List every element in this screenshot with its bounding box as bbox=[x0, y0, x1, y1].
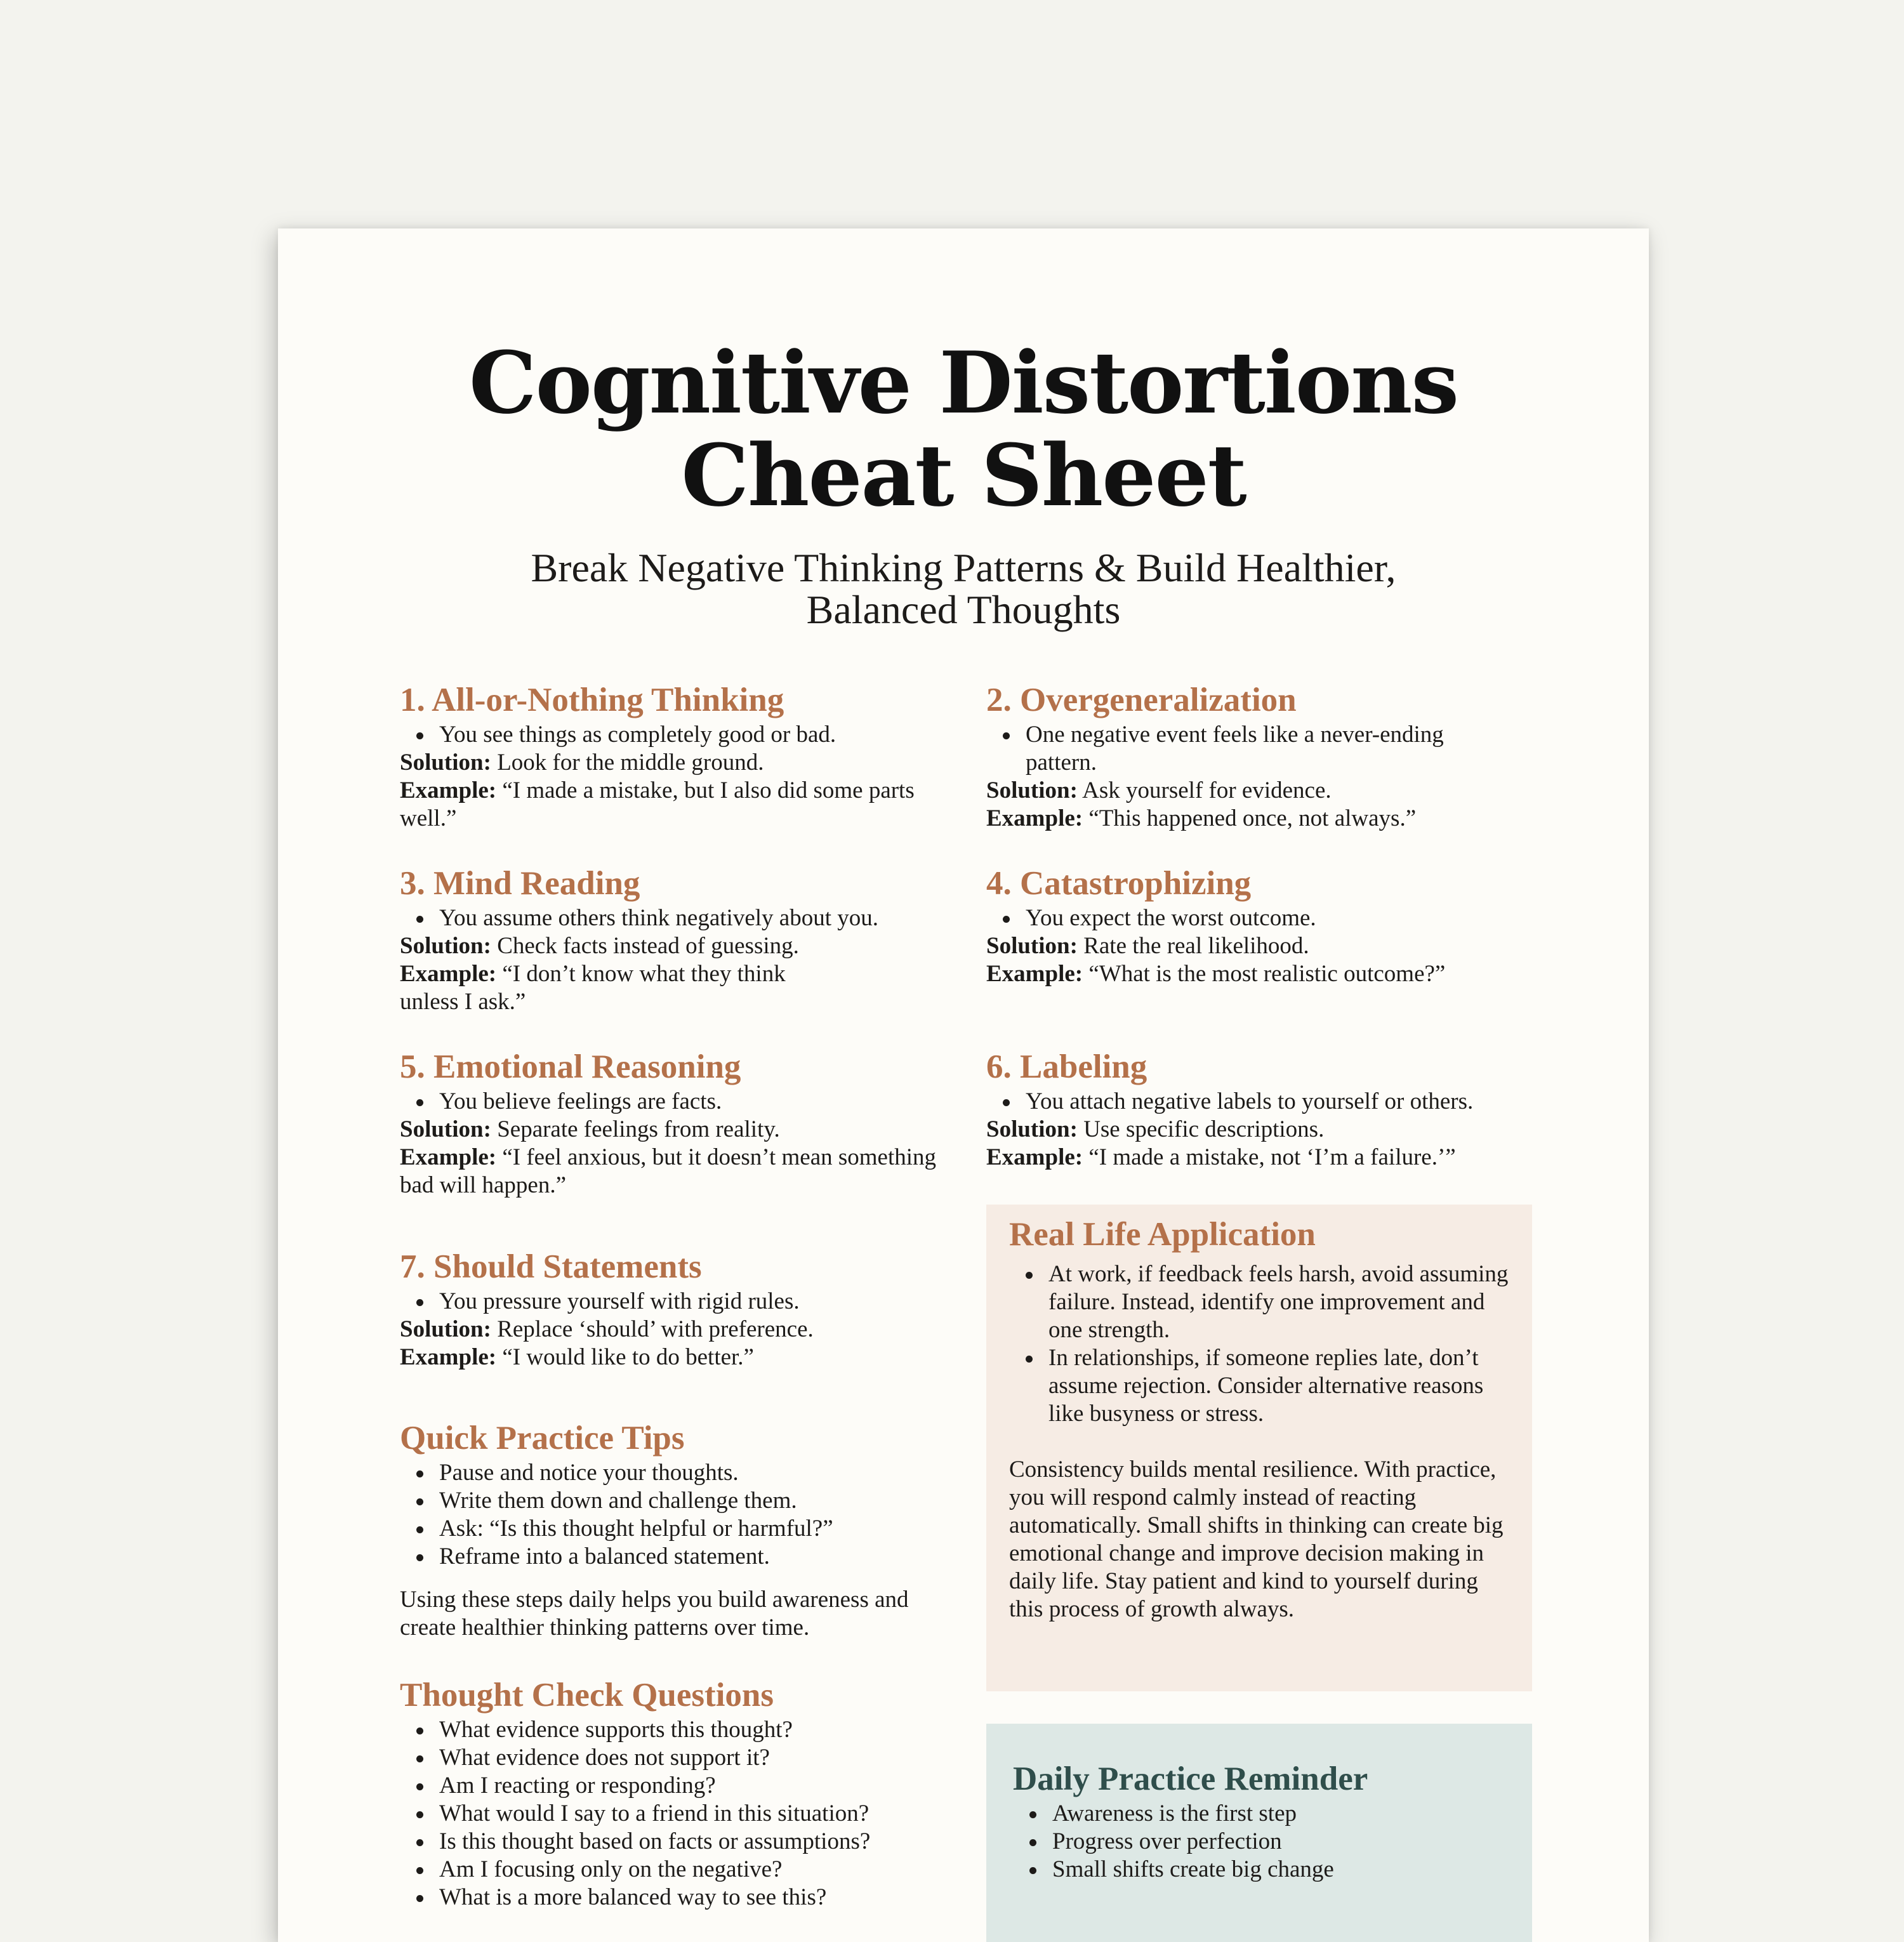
solution-text: Ask yourself for evidence. bbox=[1082, 777, 1332, 803]
distortion-heading: 4. Catastrophizing bbox=[986, 865, 1252, 902]
example-label: Example: bbox=[400, 1344, 497, 1370]
list-item: Pause and notice your thoughts. bbox=[439, 1459, 958, 1487]
example-line bbox=[400, 960, 844, 1016]
list-item: What evidence does not support it? bbox=[439, 1744, 958, 1772]
tips-paragraph: Using these steps daily helps you build awareness and create healthier thinking patterns over time. bbox=[400, 1587, 909, 1641]
example-line bbox=[986, 1144, 1532, 1172]
example-label: Example: bbox=[400, 961, 497, 987]
solution-label: Solution: bbox=[986, 933, 1078, 959]
distortion-labeling bbox=[986, 1047, 1532, 1172]
tips-list bbox=[400, 1459, 958, 1571]
example-label: Example: bbox=[986, 1144, 1083, 1170]
list-item: You attach negative labels to yourself or others. bbox=[1026, 1088, 1532, 1116]
solution-label: Solution: bbox=[986, 777, 1078, 803]
list-item: Am I reacting or responding? bbox=[439, 1772, 958, 1800]
solution-line bbox=[986, 1116, 1532, 1144]
distortion-heading: 6. Labeling bbox=[986, 1048, 1147, 1085]
example-text: “I made a mistake, not ‘I’m a failure.’” bbox=[1088, 1144, 1456, 1170]
solution-label: Solution: bbox=[400, 750, 491, 776]
subtitle-line-1: Break Negative Thinking Patterns & Build Healthier, bbox=[531, 545, 1396, 590]
distortion-heading: 7. Should Statements bbox=[400, 1248, 702, 1285]
page-title bbox=[278, 333, 1649, 525]
list-item: What evidence supports this thought? bbox=[439, 1716, 958, 1744]
quick-practice-tips bbox=[400, 1418, 958, 1642]
reminder-list bbox=[1013, 1800, 1514, 1884]
distortion-heading: 1. All-or-Nothing Thinking bbox=[400, 682, 784, 718]
solution-text: Use specific descriptions. bbox=[1083, 1116, 1325, 1142]
distortion-bullets bbox=[986, 721, 1532, 777]
solution-text: Rate the real likelihood. bbox=[1083, 933, 1309, 959]
example-text: “I would like to do better.” bbox=[502, 1344, 754, 1370]
distortion-bullets bbox=[400, 721, 958, 749]
list-item: Write them down and challenge them. bbox=[439, 1487, 958, 1515]
distortion-bullets bbox=[986, 1088, 1532, 1116]
list-item: You assume others think negatively about you. bbox=[439, 904, 958, 932]
list-item: Progress over perfection bbox=[1052, 1828, 1514, 1856]
example-label: Example: bbox=[986, 805, 1083, 831]
distortion-bullets bbox=[986, 904, 1532, 932]
cheat-sheet-page bbox=[278, 228, 1649, 1942]
distortion-catastrophizing bbox=[986, 864, 1532, 988]
solution-text: Separate feelings from reality. bbox=[497, 1116, 780, 1142]
questions-list bbox=[400, 1716, 958, 1912]
solution-label: Solution: bbox=[400, 1116, 491, 1142]
list-item: You believe feelings are facts. bbox=[439, 1088, 958, 1116]
thought-check-questions bbox=[400, 1675, 958, 1912]
list-item: Am I focusing only on the negative? bbox=[439, 1856, 958, 1884]
solution-text: Look for the middle ground. bbox=[497, 750, 764, 776]
example-text: “What is the most realistic outcome?” bbox=[1088, 961, 1446, 987]
solution-line bbox=[986, 777, 1532, 805]
list-item: What is a more balanced way to see this? bbox=[439, 1884, 958, 1912]
solution-text: Replace ‘should’ with preference. bbox=[497, 1316, 814, 1342]
page-subtitle bbox=[278, 547, 1649, 631]
real-life-application-content bbox=[1009, 1215, 1511, 1623]
list-item: At work, if feedback feels harsh, avoid assuming failure. Instead, identify one improvement and one strength. bbox=[1048, 1260, 1511, 1344]
application-list bbox=[1009, 1260, 1511, 1428]
title-line-1: Cognitive Distortions bbox=[468, 333, 1458, 433]
example-text: “I feel anxious, but it doesn’t mean something bad will happen.” bbox=[400, 1144, 937, 1198]
list-item: You pressure yourself with rigid rules. bbox=[439, 1288, 958, 1316]
list-item: Ask: “Is this thought helpful or harmful?” bbox=[439, 1515, 958, 1543]
application-paragraph: Consistency builds mental resilience. With practice, you will respond calmly instead of reacting automatically. Small shifts in thinking can create big emotional change and improve decision making in daily life. Stay patient and kind to yourself during this process of growth always. bbox=[1009, 1456, 1504, 1622]
list-item: Is this thought based on facts or assumptions? bbox=[439, 1828, 958, 1856]
section-heading: Quick Practice Tips bbox=[400, 1420, 685, 1456]
solution-line bbox=[400, 749, 958, 777]
title-line-2: Cheat Sheet bbox=[681, 425, 1246, 525]
list-item: One negative event feels like a never-ending pattern. bbox=[1026, 721, 1532, 777]
solution-label: Solution: bbox=[986, 1116, 1078, 1142]
list-item: You see things as completely good or bad. bbox=[439, 721, 958, 749]
example-label: Example: bbox=[986, 961, 1083, 987]
example-line bbox=[400, 1344, 958, 1371]
section-heading: Daily Practice Reminder bbox=[1013, 1760, 1368, 1797]
example-text: “I don’t know what they think unless I ask.” bbox=[400, 961, 786, 1015]
distortion-bullets bbox=[400, 904, 958, 932]
section-heading: Thought Check Questions bbox=[400, 1677, 774, 1714]
distortion-overgeneralization bbox=[986, 680, 1532, 833]
solution-label: Solution: bbox=[400, 1316, 491, 1342]
solution-label: Solution: bbox=[400, 933, 491, 959]
example-text: “I made a mistake, but I also did some parts well.” bbox=[400, 777, 915, 831]
distortion-heading: 5. Emotional Reasoning bbox=[400, 1048, 741, 1085]
list-item: You expect the worst outcome. bbox=[1026, 904, 1532, 932]
example-label: Example: bbox=[400, 777, 497, 803]
list-item: In relationships, if someone replies late, don’t assume rejection. Consider alternative reasons like busyness or stress. bbox=[1048, 1344, 1511, 1428]
daily-practice-reminder-content bbox=[1013, 1759, 1514, 1884]
list-item: Reframe into a balanced statement. bbox=[439, 1543, 958, 1571]
distortion-bullets bbox=[400, 1288, 958, 1316]
solution-line bbox=[400, 932, 958, 960]
list-item: What would I say to a friend in this situation? bbox=[439, 1800, 958, 1828]
solution-text: Check facts instead of guessing. bbox=[497, 933, 799, 959]
distortion-all-or-nothing bbox=[400, 680, 958, 833]
daily-practice-reminder-box bbox=[986, 1724, 1532, 1942]
example-line bbox=[400, 1144, 958, 1199]
distortion-mind-reading bbox=[400, 864, 958, 1016]
solution-line bbox=[400, 1116, 958, 1144]
example-text: “This happened once, not always.” bbox=[1088, 805, 1417, 831]
solution-line bbox=[986, 932, 1532, 960]
example-line bbox=[400, 777, 958, 833]
example-label: Example: bbox=[400, 1144, 497, 1170]
section-heading: Real Life Application bbox=[1009, 1216, 1316, 1253]
distortion-heading: 2. Overgeneralization bbox=[986, 682, 1297, 718]
list-item: Awareness is the first step bbox=[1052, 1800, 1514, 1828]
distortion-emotional-reasoning bbox=[400, 1047, 958, 1199]
real-life-application-box bbox=[986, 1205, 1532, 1691]
solution-line bbox=[400, 1316, 958, 1344]
distortion-should-statements bbox=[400, 1247, 958, 1371]
list-item: Small shifts create big change bbox=[1052, 1856, 1514, 1884]
distortion-bullets bbox=[400, 1088, 958, 1116]
distortion-heading: 3. Mind Reading bbox=[400, 865, 640, 902]
subtitle-line-2: Balanced Thoughts bbox=[806, 587, 1121, 632]
example-line bbox=[986, 960, 1532, 988]
example-line bbox=[986, 805, 1532, 833]
